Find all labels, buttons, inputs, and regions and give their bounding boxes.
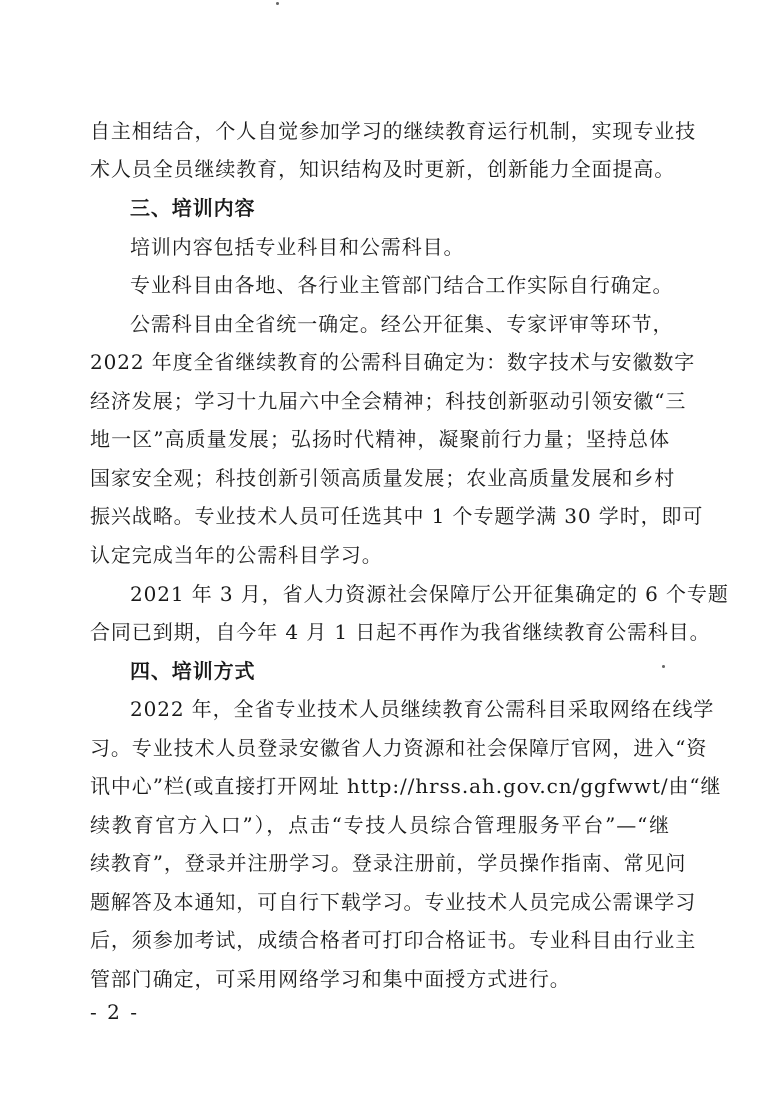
body-text-line: 续教育”，登录并注册学习。登录注册前，学员操作指南、常见问	[90, 851, 687, 875]
body-text-line: 合同已到期，自今年 4 月 1 日起不再作为我省继续教育公需科目。	[90, 620, 711, 644]
body-text-line: 后，须参加考试，成绩合格者可打印合格证书。专业科目由行业主	[90, 928, 697, 952]
scan-speck	[276, 2, 279, 5]
body-text-line: 专业科目由各地、各行业主管部门结合工作实际自行确定。	[130, 273, 674, 297]
body-text-line: 管部门确定，可采用网络学习和集中面授方式进行。	[90, 967, 571, 991]
body-text-line: 2021 年 3 月，省人力资源社会保障厅公开征集确定的 6 个专题	[130, 582, 729, 606]
scan-speck	[662, 665, 665, 668]
body-text-line: 习。专业技术人员登录安徽省人力资源和社会保障厅官网，进入“资	[90, 736, 708, 760]
body-text-line: 自主相结合，个人自觉参加学习的继续教育运行机制，实现专业技	[90, 119, 697, 143]
section-heading-training-method: 四、培训方式	[130, 659, 256, 683]
page-number: - 2 -	[90, 1000, 139, 1024]
body-text-line: 地一区”高质量发展；弘扬时代精神，凝聚前行力量；坚持总体	[90, 427, 670, 451]
body-text-line: 2022 年度全省继续教育的公需科目确定为：数字技术与安徽数字	[90, 350, 696, 374]
body-text-line: 经济发展；学习十九届六中全会精神；科技创新驱动引领安徽“三	[90, 389, 687, 413]
body-text-line: 培训内容包括专业科目和公需科目。	[130, 235, 465, 259]
section-heading-training-content: 三、培训内容	[130, 196, 256, 220]
body-text-line: 讯中心”栏(或直接打开网址 http://hrss.ah.gov.cn/ggfwwt/由“继	[90, 774, 722, 798]
body-text-line: 国家安全观；科技创新引领高质量发展；农业高质量发展和乡村	[90, 466, 676, 490]
body-text-line: 续教育官方入口”），点击“专技人员综合管理服务平台”—“继	[90, 813, 670, 837]
body-text-line: 公需科目由全省统一确定。经公开征集、专家评审等环节，	[130, 312, 674, 336]
body-text-line: 术人员全员继续教育，知识结构及时更新，创新能力全面提高。	[90, 157, 676, 181]
body-text-line: 2022 年，全省专业技术人员继续教育公需科目采取网络在线学	[130, 697, 715, 721]
body-text-line: 振兴战略。专业技术人员可任选其中 1 个专题学满 30 学时，即可	[90, 504, 704, 528]
body-text-line: 题解答及本通知，可自行下载学习。专业技术人员完成公需课学习	[90, 890, 697, 914]
body-text-line: 认定完成当年的公需科目学习。	[90, 543, 383, 567]
